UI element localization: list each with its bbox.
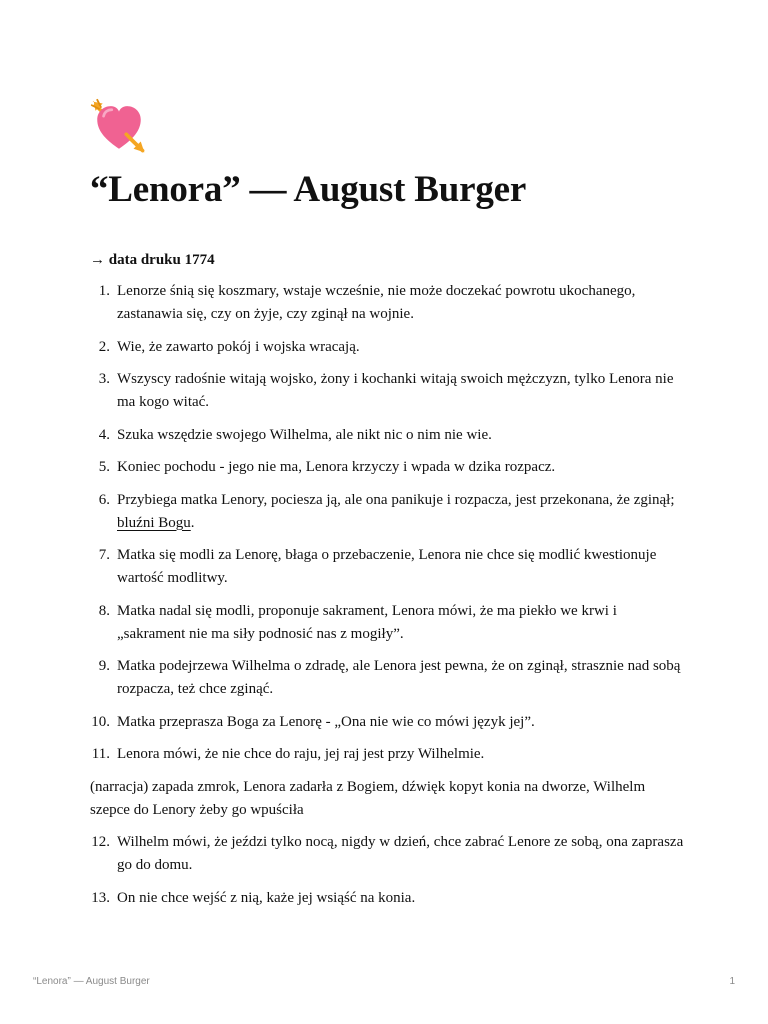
list-item-number: 1. <box>98 283 110 299</box>
list-item-number: 13. <box>91 889 110 906</box>
list-item <box>90 711 686 734</box>
list-item-text: Matka przeprasza Boga za Lenorę - „Ona nie wie co mówi język jej”. <box>117 713 535 730</box>
list-item-text: Wszyscy radośnie witają wojsko, żony i kochanki witają swoich mężczyzn, tylko Lenora nie ma kogo witać. <box>117 371 674 410</box>
list-item <box>90 600 686 646</box>
page-title: “Lenora” — August Burger <box>90 169 527 210</box>
list-item-number: 6. <box>98 491 110 508</box>
list-item-number: 4. <box>98 426 110 443</box>
list-item-text: Wie, że zawarto pokój i wojska wracają. <box>117 338 360 355</box>
list-item-number: 11. <box>91 746 110 762</box>
list-item-text: Matka nadal się modli, proponuje sakrament, Lenora mówi, że ma piekło we krwi i „sakrament nie ma siły podnosić nas z mogiły”. <box>117 602 617 642</box>
list-item-text: Matka się modli za Lenorę, błaga o przebaczenie, Lenora nie chce się modlić kwestionuje wartość modlitwy. <box>117 547 657 586</box>
list-item <box>90 655 686 701</box>
list-item-text-end: . <box>190 514 195 531</box>
list-item-text: Przybiega matka Lenory, pociesza ją, ale ona panikuje i rozpacza, jest przekonana, że zginął; <box>117 491 675 508</box>
list-item-text: On nie chce wejść z nią, każe jej wsiąść na konia. <box>117 889 416 906</box>
plot-list-first <box>90 280 686 766</box>
list-item <box>90 456 686 479</box>
list-item-text: Lenorze śnią się koszmary, wstaje wcześnie, nie może doczekać powrotu ukochanego, zastanawia się, czy on żyje, czy zginął na wojnie. <box>117 283 636 322</box>
list-item-text: Wilhelm mówi, że jeździ tylko nocą, nigdy w dzień, chce zabrać Lenore ze sobą, ona zaprasza go do domu. <box>117 834 684 873</box>
list-item <box>90 489 686 535</box>
list-item-text: Matka podejrzewa Wilhelma o zdradę, ale Lenora jest pewna, że on zginął, strasznie nad sobą rozpacza, też chce zginąć. <box>117 658 681 697</box>
list-item <box>90 368 686 414</box>
footer-page-number: 1 <box>729 976 735 987</box>
list-item-text: Szuka wszędzie swojego Wilhelma, ale nikt nic o nim nie wie. <box>117 426 492 443</box>
list-item <box>90 544 686 590</box>
footer-title: “Lenora” — August Burger <box>33 976 150 987</box>
list-item <box>90 831 686 877</box>
list-item-number: 9. <box>98 658 110 674</box>
print-date-heading: → data druku 1774 <box>90 252 215 268</box>
list-item-number: 10. <box>91 713 110 730</box>
list-item <box>90 424 686 447</box>
heart-with-arrow-icon <box>90 98 148 156</box>
list-item-number: 8. <box>98 602 110 619</box>
inline-link[interactable]: bluźni Bogu <box>117 514 191 531</box>
list-item-text: Lenora mówi, że nie chce do raju, jej raj jest przy Wilhelmie. <box>117 746 485 762</box>
list-item <box>90 887 686 910</box>
document-page <box>90 98 686 919</box>
plot-list-second <box>90 831 686 910</box>
list-item <box>90 743 686 766</box>
list-item-number: 5. <box>98 459 110 475</box>
list-item-number: 3. <box>98 371 110 387</box>
narration-paragraph: (narracja) zapada zmrok, Lenora zadarła z Bogiem, dźwięk kopyt konia na dworze, Wilhelm szepce do Lenory żeby go wpuściła <box>90 778 646 818</box>
list-item <box>90 336 686 359</box>
list-item <box>90 280 686 326</box>
list-item-number: 2. <box>98 338 110 355</box>
list-item-number: 12. <box>91 834 110 850</box>
list-item-number: 7. <box>98 547 110 563</box>
list-item-text: Koniec pochodu - jego nie ma, Lenora krzyczy i wpada w dzika rozpacz. <box>117 459 556 475</box>
